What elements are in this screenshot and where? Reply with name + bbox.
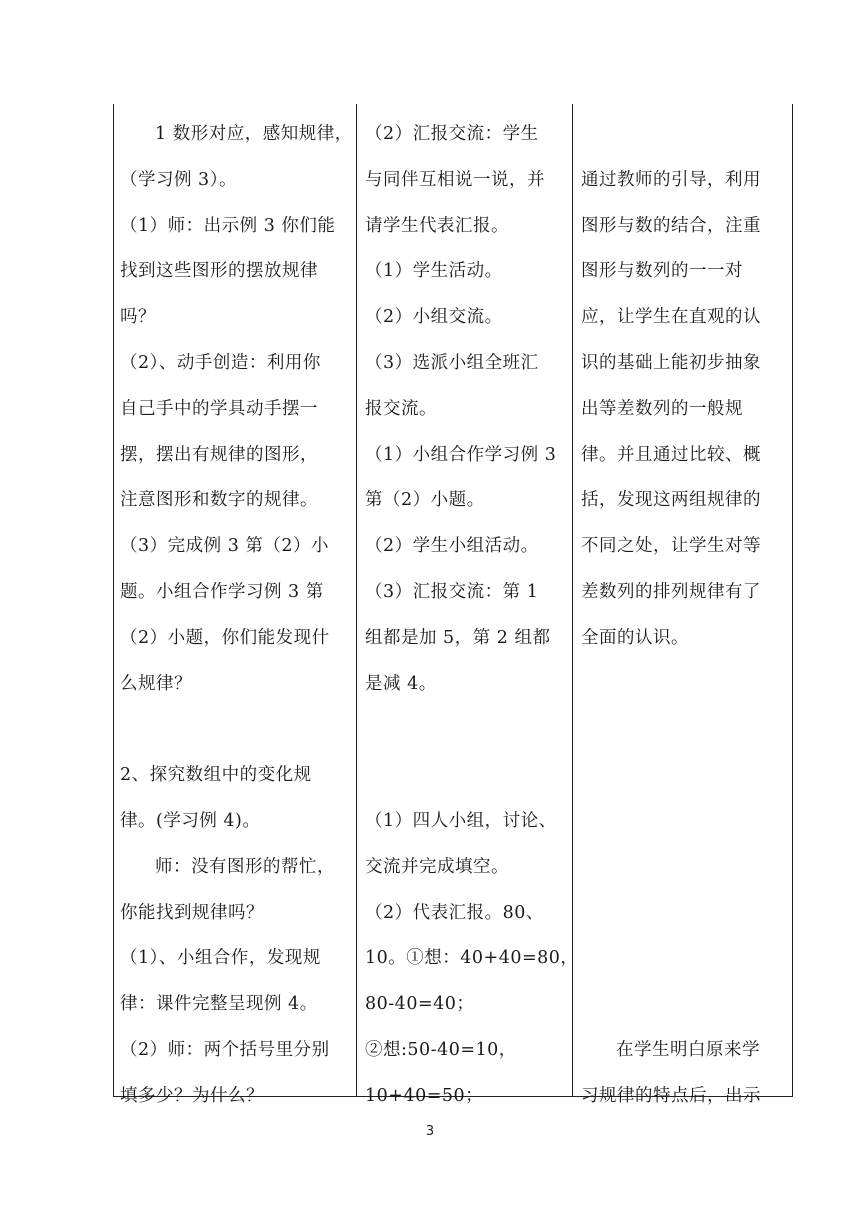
text-line: （2）汇报交流：学生 bbox=[365, 124, 539, 144]
text-line: （2）小题，你们能发现什 bbox=[120, 627, 330, 648]
student-activity-column bbox=[357, 104, 579, 1106]
text-line: （2）学生小组活动。 bbox=[365, 536, 539, 557]
page-number: 3 bbox=[425, 1124, 435, 1139]
text-line: （1）师：出示例 3 你们能 bbox=[120, 215, 336, 236]
blank-line bbox=[581, 707, 790, 753]
text-line: （2）代表汇报。80、 bbox=[365, 902, 544, 923]
text-line: （1）四人小组，讨论、 bbox=[365, 810, 557, 831]
text-line: （1）学生活动。 bbox=[365, 261, 503, 282]
text-line: 题。小组合作学习例 3 第 bbox=[120, 581, 324, 602]
blank-line bbox=[581, 112, 790, 158]
text-line: 全面的认识。 bbox=[581, 627, 689, 648]
text-line: 差数列的排列规律有了 bbox=[581, 581, 761, 602]
text-line: 图形与数的结合，注重 bbox=[581, 215, 761, 236]
text-line: 2、探究数组中的变化规 bbox=[120, 765, 312, 786]
text-line: 请学生代表汇报。 bbox=[365, 215, 509, 236]
teacher-activity-column bbox=[114, 104, 356, 1106]
text-line: 1 数形对应，感知规律， bbox=[155, 124, 353, 144]
text-line: （3）汇报交流：第 1 bbox=[365, 581, 539, 602]
text-line: 10。①想：40+40=80， bbox=[365, 948, 579, 969]
text-line: 报交流。 bbox=[365, 398, 437, 419]
text-line: 自己手中的学具动手摆一 bbox=[120, 398, 318, 419]
text-line: （2）师：两个括号里分别 bbox=[120, 1039, 330, 1060]
text-line: 第（2）小题。 bbox=[365, 490, 485, 511]
text-line: 你能找到规律吗？ bbox=[120, 902, 264, 923]
design-intent-column bbox=[573, 104, 794, 1106]
text-line: 填多少？为什么？ bbox=[120, 1085, 264, 1106]
blank-line bbox=[365, 707, 568, 753]
text-line: 律。并且通过比较、概 bbox=[581, 444, 761, 465]
text-line: 组都是加 5，第 2 组都 bbox=[365, 627, 551, 648]
blank-line bbox=[581, 799, 790, 845]
text-line: 摆，摆出有规律的图形， bbox=[120, 444, 318, 465]
blank-line bbox=[365, 753, 568, 799]
text-line: 10+40=50； bbox=[365, 1085, 484, 1106]
blank-line bbox=[581, 662, 790, 708]
text-line: 通过教师的引导，利用 bbox=[581, 169, 761, 190]
text-line: 在学生明白原来学 bbox=[616, 1039, 760, 1060]
text-line: 么规律？ bbox=[120, 673, 192, 694]
text-line: （2）、动手创造：利用你 bbox=[120, 352, 321, 373]
text-line: 出等差数列的一般规 bbox=[581, 398, 743, 419]
text-line: 律：课件完整呈现例 4。 bbox=[120, 994, 318, 1015]
text-line: （学习例 3）。 bbox=[120, 169, 237, 190]
text-line: （2）小组交流。 bbox=[365, 307, 503, 328]
text-line: 师：没有图形的帮忙， bbox=[155, 856, 335, 877]
text-line: 交流并完成填空。 bbox=[365, 856, 509, 877]
blank-line bbox=[581, 845, 790, 891]
text-line: 括，发现这两组规律的 bbox=[581, 490, 761, 511]
text-line: ②想:50-40=10， bbox=[365, 1039, 517, 1060]
text-line: 80-40=40； bbox=[365, 994, 475, 1015]
text-line: （3）完成例 3 第（2）小 bbox=[120, 536, 330, 557]
text-line: （3）选派小组全班汇 bbox=[365, 352, 539, 373]
text-line: 应，让学生在直观的认 bbox=[581, 307, 761, 328]
blank-line bbox=[581, 891, 790, 937]
blank-line bbox=[581, 982, 790, 1028]
text-line: 识的基础上能初步抽象 bbox=[581, 352, 761, 373]
text-line: 习规律的特点后，出示 bbox=[581, 1085, 761, 1106]
text-line: （1）小组合作学习例 3 bbox=[365, 444, 557, 465]
text-line: 注意图形和数字的规律。 bbox=[120, 490, 318, 511]
text-line: 不同之处，让学生对等 bbox=[581, 536, 761, 557]
text-line: 律。(学习例 4)。 bbox=[120, 810, 261, 831]
lesson-table bbox=[113, 104, 793, 1106]
text-line: 找到这些图形的摆放规律 bbox=[120, 261, 318, 282]
text-line: 图形与数列的一一对 bbox=[581, 261, 743, 282]
blank-line bbox=[120, 707, 352, 753]
blank-line bbox=[581, 753, 790, 799]
text-line: （1）、小组合作，发现规 bbox=[120, 948, 321, 969]
text-line: 与同伴互相说一说，并 bbox=[365, 169, 545, 190]
text-line: 吗？ bbox=[120, 307, 156, 328]
blank-line bbox=[581, 936, 790, 982]
text-line: 是减 4。 bbox=[365, 673, 437, 694]
